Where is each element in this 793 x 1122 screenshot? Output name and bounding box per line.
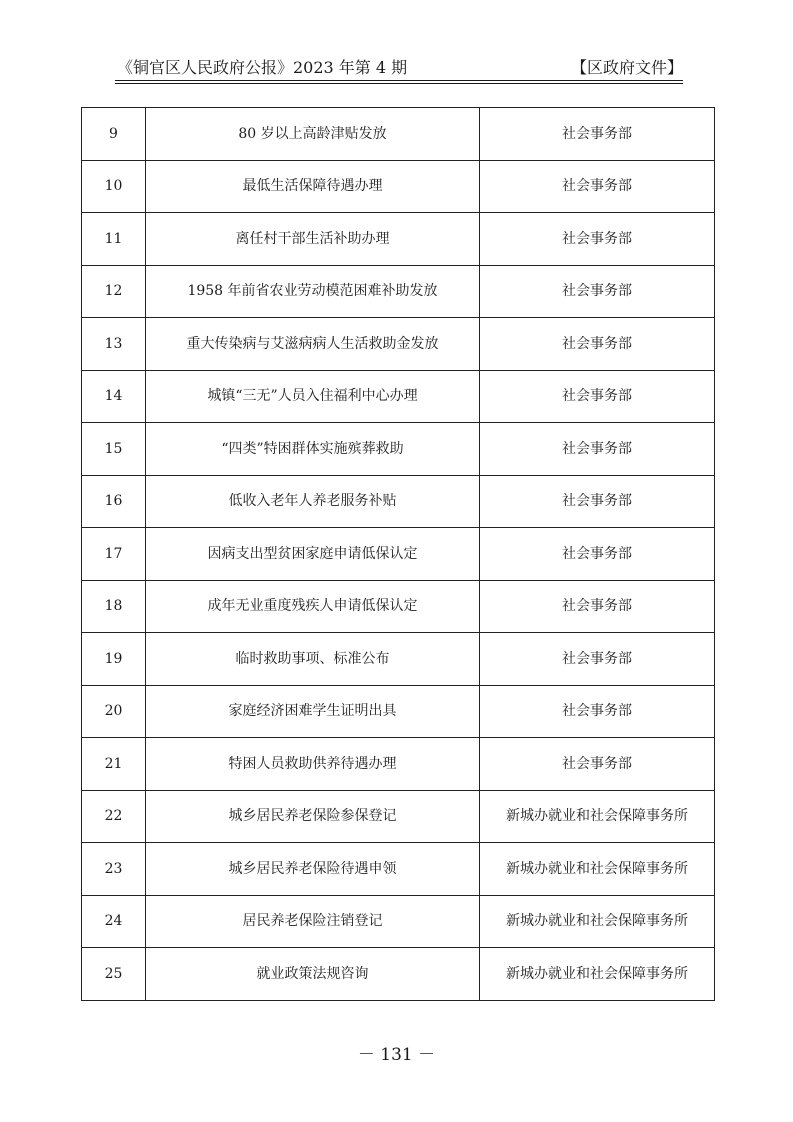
department-cell: 社会事务部 bbox=[480, 213, 715, 266]
item-name-cell: 最低生活保障待遇办理 bbox=[146, 160, 480, 213]
item-name-cell: 1958 年前省农业劳动模范困难补助发放 bbox=[146, 265, 480, 318]
header-rule bbox=[115, 80, 683, 84]
table-row bbox=[82, 528, 715, 581]
row-number-cell: 21 bbox=[82, 738, 146, 791]
table-body bbox=[82, 108, 715, 1001]
row-number-cell: 12 bbox=[82, 265, 146, 318]
item-name-cell: 离任村干部生活补助办理 bbox=[146, 213, 480, 266]
table-row bbox=[82, 108, 715, 161]
item-name-cell: 低收入老年人养老服务补贴 bbox=[146, 475, 480, 528]
department-cell: 新城办就业和社会保障事务所 bbox=[480, 948, 715, 1001]
row-number-cell: 23 bbox=[82, 843, 146, 896]
table-row bbox=[82, 318, 715, 371]
department-cell: 社会事务部 bbox=[480, 370, 715, 423]
table-row bbox=[82, 790, 715, 843]
item-name-cell: 就业政策法规咨询 bbox=[146, 948, 480, 1001]
table-row bbox=[82, 738, 715, 791]
department-cell: 社会事务部 bbox=[480, 738, 715, 791]
item-name-cell: 特困人员救助供养待遇办理 bbox=[146, 738, 480, 791]
table-row bbox=[82, 423, 715, 476]
table-row bbox=[82, 213, 715, 266]
row-number-cell: 15 bbox=[82, 423, 146, 476]
row-number-cell: 17 bbox=[82, 528, 146, 581]
department-cell: 社会事务部 bbox=[480, 108, 715, 161]
department-cell: 社会事务部 bbox=[480, 265, 715, 318]
service-items-table bbox=[81, 107, 715, 1001]
department-cell: 新城办就业和社会保障事务所 bbox=[480, 895, 715, 948]
item-name-cell: 80 岁以上高龄津贴发放 bbox=[146, 108, 480, 161]
item-name-cell: 家庭经济困难学生证明出具 bbox=[146, 685, 480, 738]
row-number-cell: 25 bbox=[82, 948, 146, 1001]
row-number-cell: 13 bbox=[82, 318, 146, 371]
item-name-cell: 城镇“三无”人员入住福利中心办理 bbox=[146, 370, 480, 423]
table-row bbox=[82, 370, 715, 423]
table-row bbox=[82, 160, 715, 213]
row-number-cell: 11 bbox=[82, 213, 146, 266]
department-cell: 社会事务部 bbox=[480, 685, 715, 738]
row-number-cell: 19 bbox=[82, 633, 146, 686]
department-cell: 社会事务部 bbox=[480, 160, 715, 213]
item-name-cell: 因病支出型贫困家庭申请低保认定 bbox=[146, 528, 480, 581]
row-number-cell: 22 bbox=[82, 790, 146, 843]
department-cell: 社会事务部 bbox=[480, 580, 715, 633]
table-row bbox=[82, 843, 715, 896]
row-number-cell: 14 bbox=[82, 370, 146, 423]
department-cell: 新城办就业和社会保障事务所 bbox=[480, 790, 715, 843]
department-cell: 新城办就业和社会保障事务所 bbox=[480, 843, 715, 896]
table-row bbox=[82, 580, 715, 633]
row-number-cell: 10 bbox=[82, 160, 146, 213]
department-cell: 社会事务部 bbox=[480, 633, 715, 686]
table-row bbox=[82, 948, 715, 1001]
table-row bbox=[82, 685, 715, 738]
table-row bbox=[82, 475, 715, 528]
department-cell: 社会事务部 bbox=[480, 318, 715, 371]
item-name-cell: 成年无业重度残疾人申请低保认定 bbox=[146, 580, 480, 633]
page-number: － 131 － bbox=[357, 1045, 436, 1065]
item-name-cell: 临时救助事项、标准公布 bbox=[146, 633, 480, 686]
table-row bbox=[82, 265, 715, 318]
department-cell: 社会事务部 bbox=[480, 423, 715, 476]
row-number-cell: 20 bbox=[82, 685, 146, 738]
section-label: 【区政府文件】 bbox=[570, 58, 683, 77]
item-name-cell: 城乡居民养老保险参保登记 bbox=[146, 790, 480, 843]
item-name-cell: “四类”特困群体实施殡葬救助 bbox=[146, 423, 480, 476]
row-number-cell: 24 bbox=[82, 895, 146, 948]
table-row bbox=[82, 895, 715, 948]
row-number-cell: 16 bbox=[82, 475, 146, 528]
item-name-cell: 重大传染病与艾滋病病人生活救助金发放 bbox=[146, 318, 480, 371]
item-name-cell: 城乡居民养老保险待遇申领 bbox=[146, 843, 480, 896]
row-number-cell: 9 bbox=[82, 108, 146, 161]
department-cell: 社会事务部 bbox=[480, 475, 715, 528]
table-row bbox=[82, 633, 715, 686]
department-cell: 社会事务部 bbox=[480, 528, 715, 581]
item-name-cell: 居民养老保险注销登记 bbox=[146, 895, 480, 948]
publication-title: 《铜官区人民政府公报》2023 年第 4 期 bbox=[117, 58, 408, 77]
row-number-cell: 18 bbox=[82, 580, 146, 633]
